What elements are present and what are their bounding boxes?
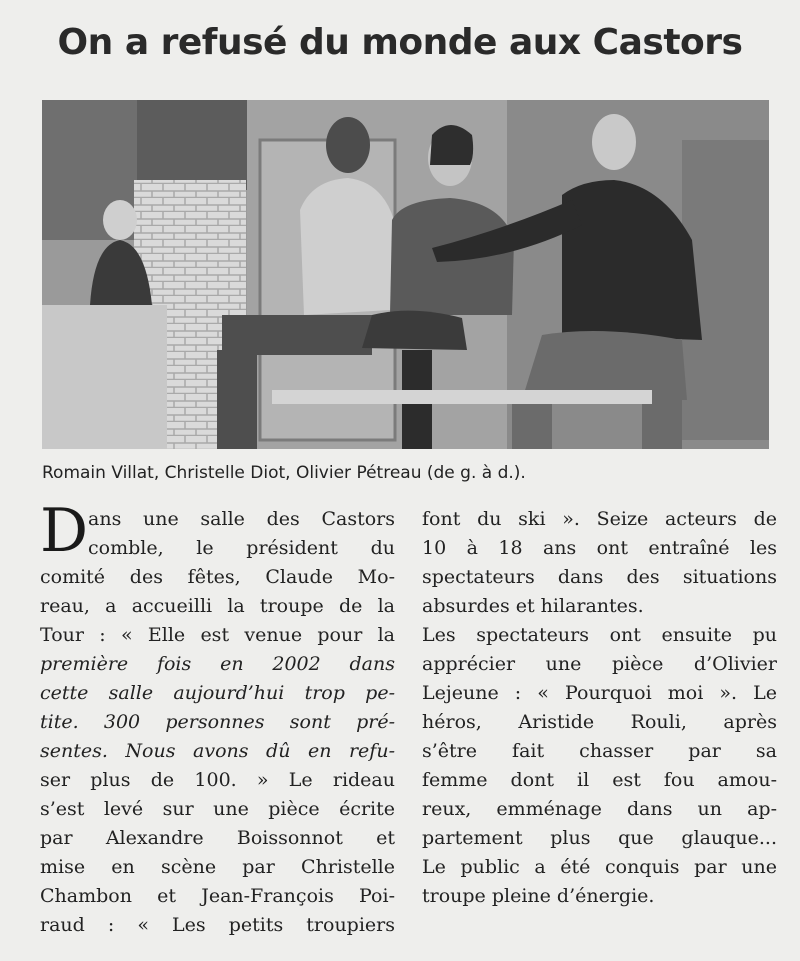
text-line: femme dont il est fou amou- (422, 769, 777, 791)
text-line: ser plus de 100. » Le rideau (40, 769, 395, 791)
article-headline: On a refusé du monde aux Castors (57, 22, 743, 63)
text-line: mise en scène par Christelle (40, 856, 395, 878)
text-line: héros, Aristide Rouli, après (422, 711, 777, 733)
photo-caption: Romain Villat, Christelle Diot, Olivier Pétreau (de g. à d.). (42, 463, 526, 483)
article-photo (42, 100, 769, 449)
text-line: reau, a accueilli la troupe de la (40, 595, 395, 617)
text-line: troupe pleine d’énergie. (422, 885, 655, 907)
text-line: spectateurs dans des situations (422, 566, 777, 588)
text-line: apprécier une pièce d’Olivier (422, 653, 777, 675)
text-line: ans une salle des Castors (88, 508, 395, 530)
text-line: Le public a été conquis par une (422, 856, 777, 878)
article-column-2 (422, 505, 777, 911)
text-line: font du ski ». Seize acteurs de (422, 508, 777, 530)
text-line: Chambon et Jean-François Poi- (40, 885, 395, 907)
text-line: raud : « Les petits troupiers (40, 914, 395, 936)
text-line: par Alexandre Boissonnot et (40, 827, 395, 849)
text-line: 10 à 18 ans ont entraîné les (422, 537, 777, 559)
article-column-1 (40, 496, 395, 940)
text-line: comble, le président du (88, 537, 395, 559)
text-line: sentes. Nous avons dû en refu- (40, 740, 395, 762)
text-line: cette salle aujourd’hui trop pe- (40, 682, 395, 704)
text-line: première fois en 2002 dans (40, 653, 395, 675)
drop-cap: D (40, 496, 89, 566)
text-line: reux, emménage dans un ap- (422, 798, 777, 820)
text-line: s’est levé sur une pièce écrite (40, 798, 395, 820)
text-line: tite. 300 personnes sont pré- (40, 711, 395, 733)
text-line: absurdes et hilarantes. (422, 595, 644, 617)
text-line: s’être fait chasser par sa (422, 740, 777, 762)
text-line: partement plus que glauque... (422, 827, 777, 849)
text-line: Tour : « Elle est venue pour la (40, 624, 395, 646)
stage-photo-illustration (42, 100, 769, 449)
text-line: comité des fêtes, Claude Mo- (40, 566, 395, 588)
text-line: Les spectateurs ont ensuite pu (422, 624, 777, 646)
text-line: Lejeune : « Pourquoi moi ». Le (422, 682, 777, 704)
